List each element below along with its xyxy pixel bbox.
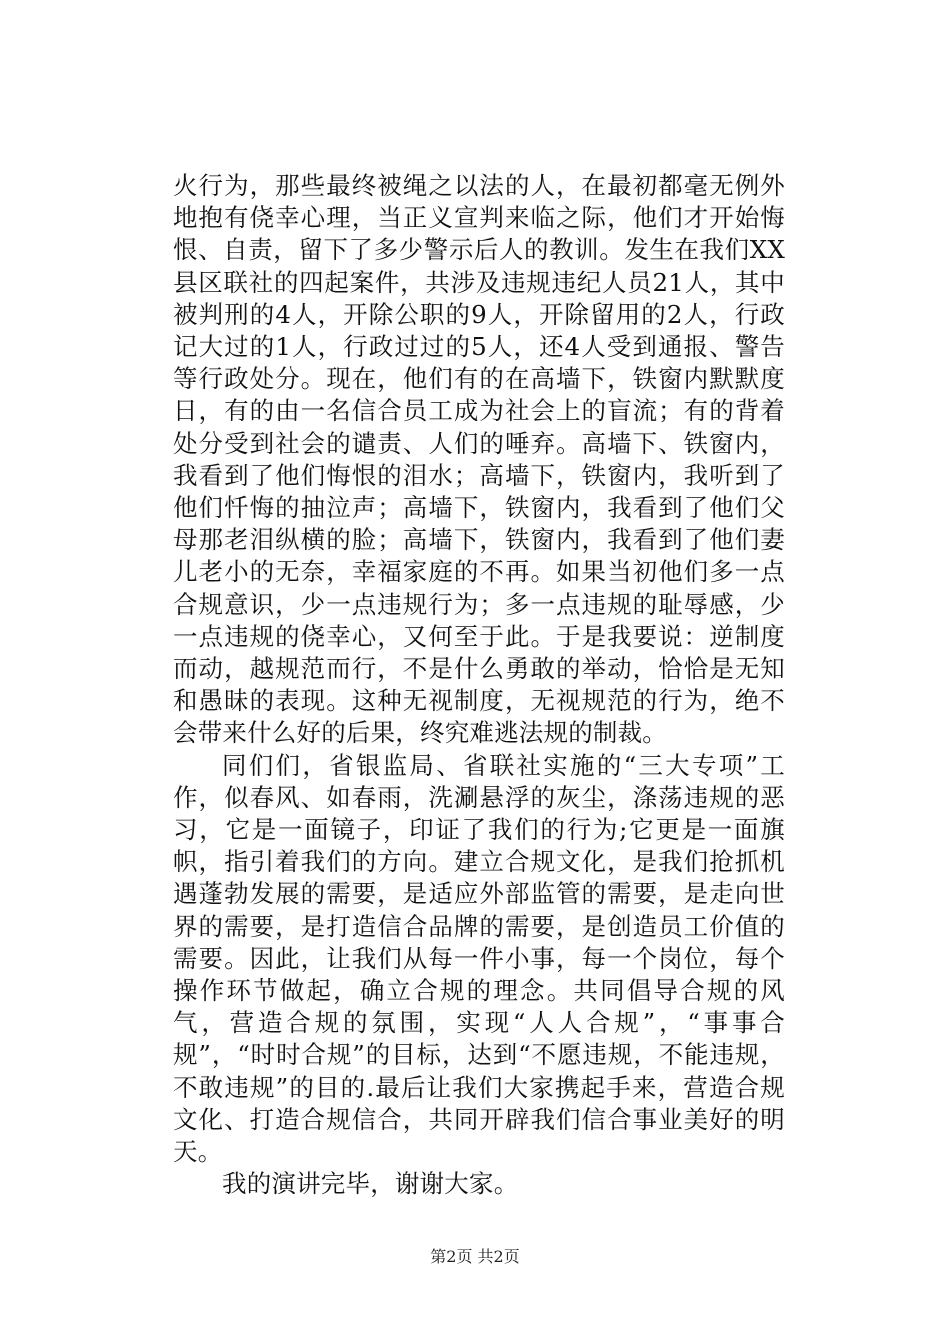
paragraph-2: 同们们，省银监局、省联社实施的“三大专项”工作，似春风、如春雨，洗涮悬浮的灰尘，涤荡违规的恶习，它是一面镜子，印证了我们的行为;它更是一面旗帜，指引着我们的方向。建立合规文化，是我们抢抓机遇蓬勃发展的需要，是适应外部监管的需要，是走向世界的需要，是打造信合品牌的需要，是创造员工价值的需要。因此，让我们从每一件小事，每一个岗位，每个操作环节做起，确立合规的理念。共同倡导合规的风气，营造合规的氛围，实现“人人合规”，“事事合规”，“时时合规”的目标，达到“不愿违规，不能违规，不敢违规”的目的.最后让我们大家携起手来，营造合规文化、打造合规信合，共同开辟我们信合事业美好的明天。	[173, 750, 785, 1167]
page-footer: 第2页 共2页	[430, 1247, 520, 1266]
paragraph-3: 我的演讲完毕，谢谢大家。	[222, 1169, 519, 1199]
paragraph-1: 火行为，那些最终被绳之以法的人，在最初都毫无例外地抱有侥幸心理，当正义宣判来临之际，他们才开始悔恨、自责，留下了多少警示后人的教训。发生在我们XX县区联社的四起案件，共涉及违规违纪人员21人，其中被判刑的4人，开除公职的9人，开除留用的2人，行政记大过的1人，行政过过的5人，还4人受到通报、警告等行政处分。现在，他们有的在高墙下，铁窗内默默度日，有的由一名信合员工成为社会上的盲流；有的背着处分受到社会的谴责、人们的唾弃。高墙下、铁窗内，我看到了他们悔恨的泪水；高墙下，铁窗内，我听到了他们忏悔的抽泣声；高墙下，铁窗内，我看到了他们父母那老泪纵横的脸；高墙下，铁窗内，我看到了他们妻儿老小的无奈，幸福家庭的不再。如果当初他们多一点合规意识，少一点违规行为；多一点违规的耻辱感，少一点违规的侥幸心，又何至于此。于是我要说：逆制度而动，越规范而行，不是什么勇敢的举动，恰恰是无知和愚昧的表现。这种无视制度，无视规范的行为，绝不会带来什么好的后果，终究难逃法规的制裁。	[173, 171, 785, 748]
body-text	[173, 170, 785, 1201]
